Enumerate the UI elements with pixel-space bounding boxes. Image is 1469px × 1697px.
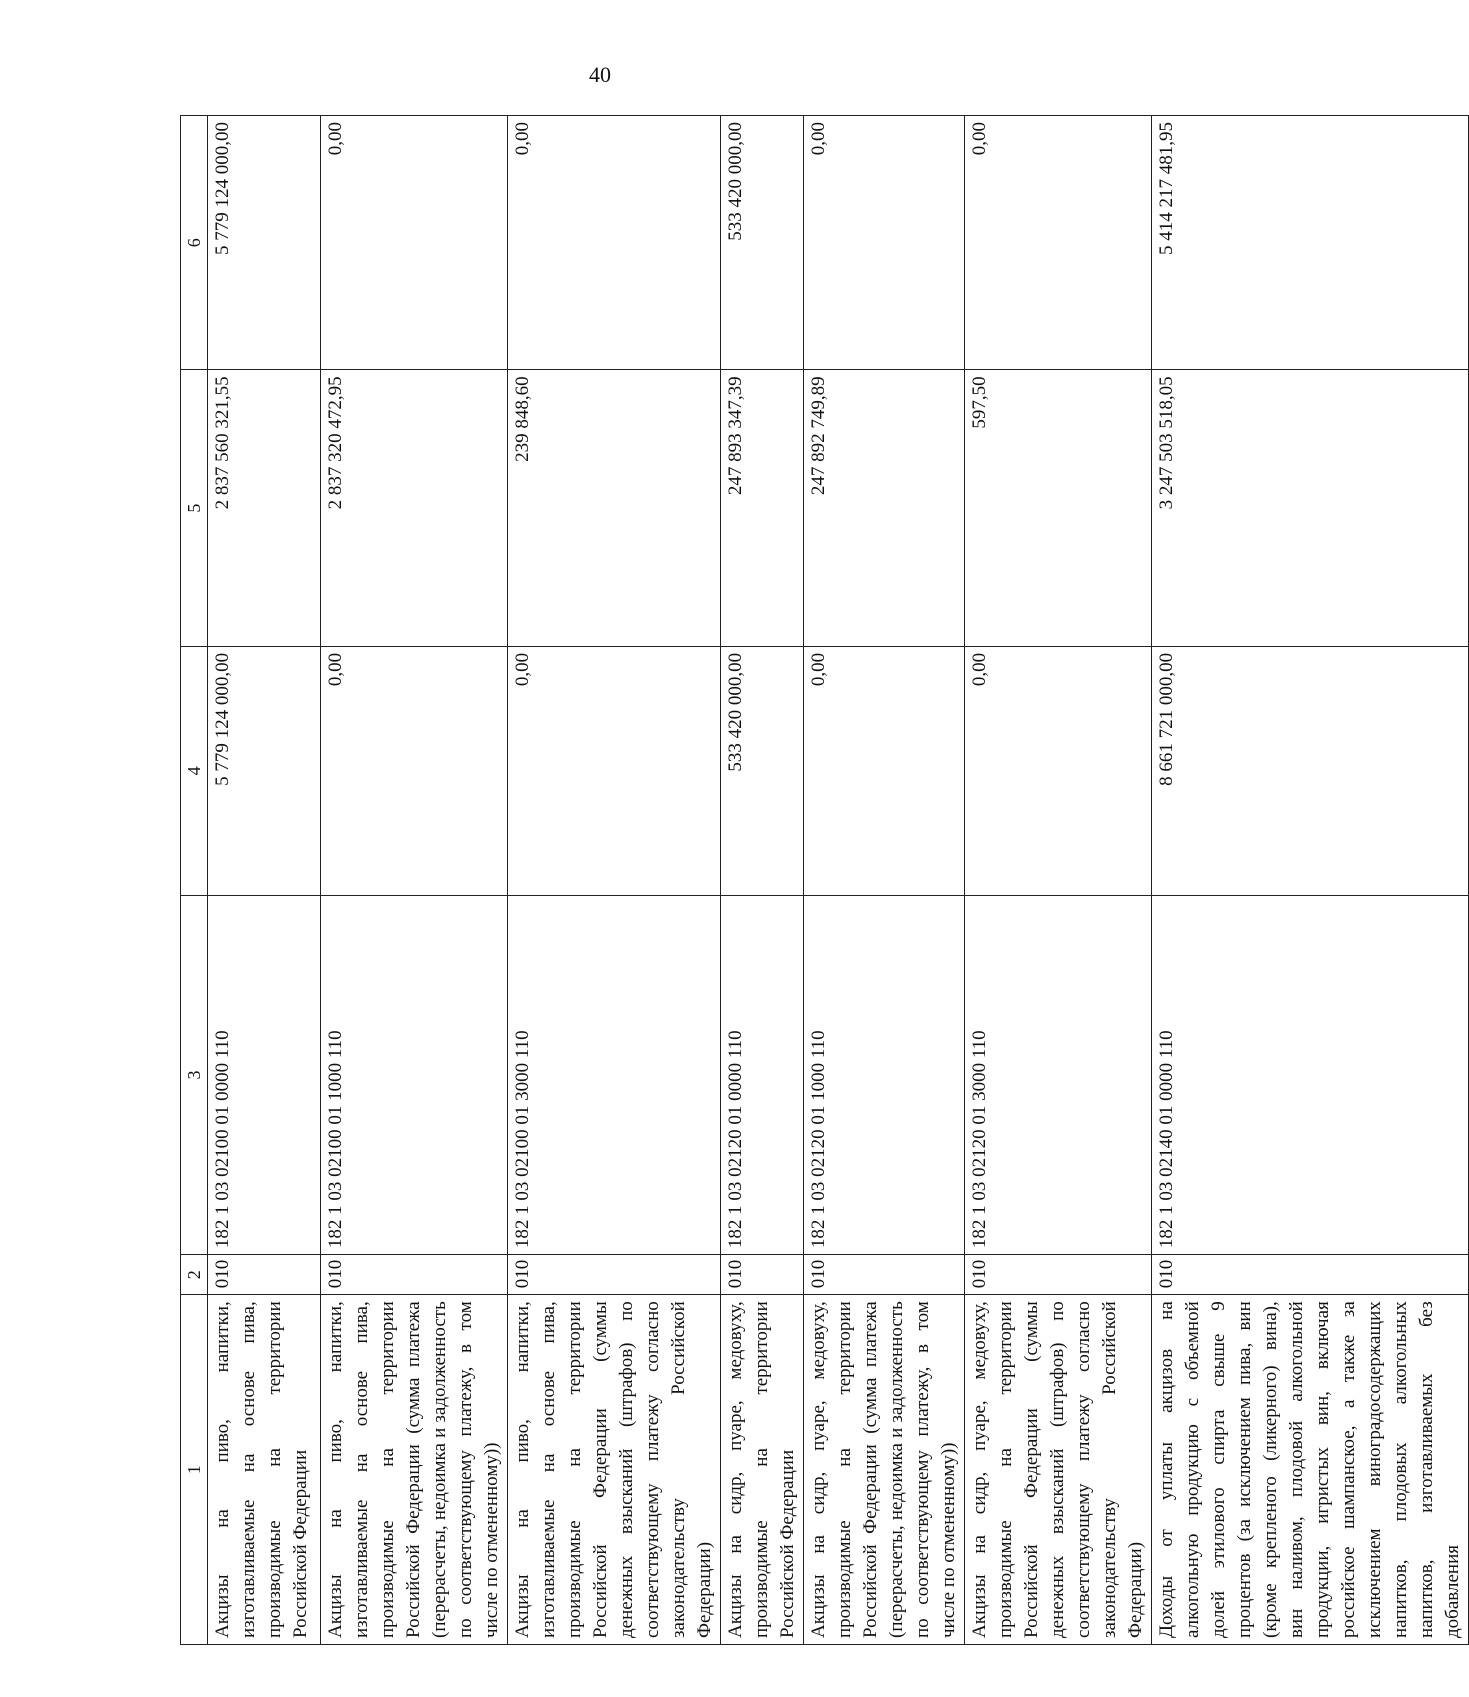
row-line-code: 010 (965, 1255, 1152, 1295)
table-row (804, 116, 965, 1645)
row-name: Акцизы на сидр, пуаре, медовуху, производимые на территории Российской Федерации (сумма платежа (перерасчеты, недоимка и задолженность по соответствующему платежу, в том числе по отмененному)) (804, 1295, 965, 1645)
row-kbk-code: 182 1 03 02100 01 0000 110 (208, 895, 321, 1254)
header-col-1: 1 (181, 1295, 208, 1645)
row-name: Акцизы на пиво, напитки, изготавливаемые на основе пива, производимые на территории Российской Федерации (208, 1295, 321, 1645)
table-row (721, 116, 804, 1645)
table-row (208, 116, 321, 1645)
table-row (965, 116, 1152, 1645)
header-col-4: 4 (181, 646, 208, 895)
row-executed-amount: 239 848,60 (508, 370, 721, 646)
header-col-6: 6 (181, 116, 208, 370)
row-name: Акцизы на пиво, напитки, изготавливаемые на основе пива, производимые на территории Российской Федерации (суммы денежных взысканий (штрафов) по соответствующему платежу согласно законодательству Российской Федерации) (508, 1295, 721, 1645)
row-name: Акцизы на сидр, пуаре, медовуху, производимые на территории Российской Федерации (721, 1295, 804, 1645)
row-unexecuted-amount: 0,00 (804, 116, 965, 370)
table-row (1152, 116, 1469, 1645)
header-col-3: 3 (181, 895, 208, 1254)
row-executed-amount: 247 892 749,89 (804, 370, 965, 646)
row-line-code: 010 (804, 1255, 965, 1295)
row-executed-amount: 597,50 (965, 370, 1152, 646)
row-kbk-code: 182 1 03 02140 01 0000 110 (1152, 895, 1469, 1254)
header-col-5: 5 (181, 370, 208, 646)
row-kbk-code: 182 1 03 02120 01 0000 110 (721, 895, 804, 1254)
row-line-code: 010 (1152, 1255, 1469, 1295)
row-executed-amount: 3 247 503 518,05 (1152, 370, 1469, 646)
page-number: 40 (589, 62, 611, 87)
row-unexecuted-amount: 0,00 (321, 116, 508, 370)
row-line-code: 010 (321, 1255, 508, 1295)
row-kbk-code: 182 1 03 02100 01 1000 110 (321, 895, 508, 1254)
row-approved-amount: 8 661 721 000,00 (1152, 646, 1469, 895)
revenue-table (180, 115, 1469, 1645)
row-approved-amount: 5 779 124 000,00 (208, 646, 321, 895)
table-header-row (181, 116, 208, 1645)
header-col-2: 2 (181, 1255, 208, 1295)
row-unexecuted-amount: 5 779 124 000,00 (208, 116, 321, 370)
row-kbk-code: 182 1 03 02100 01 3000 110 (508, 895, 721, 1254)
row-executed-amount: 2 837 560 321,55 (208, 370, 321, 646)
row-line-code: 010 (721, 1255, 804, 1295)
row-unexecuted-amount: 533 420 000,00 (721, 116, 804, 370)
row-approved-amount: 0,00 (804, 646, 965, 895)
row-executed-amount: 2 837 320 472,95 (321, 370, 508, 646)
row-name: Доходы от уплаты акцизов на алкогольную продукцию с объемной долей этилового спирта свыше 9 процентов (за исключением пива, вин (кроме крепленого (ликерного) вина), вин наливом, плодовой алкогольной продукции, игристых вин, включая российское шампанское, а также за исключением виноградосодержащих напитков, плодовых алкогольных напитков, изготавливаемых без добавления (1152, 1295, 1469, 1645)
row-line-code: 010 (208, 1255, 321, 1295)
row-approved-amount: 0,00 (965, 646, 1152, 895)
table-row (508, 116, 721, 1645)
rotated-table-wrapper (180, 115, 1463, 1645)
row-unexecuted-amount: 5 414 217 481,95 (1152, 116, 1469, 370)
row-unexecuted-amount: 0,00 (508, 116, 721, 370)
row-executed-amount: 247 893 347,39 (721, 370, 804, 646)
row-approved-amount: 533 420 000,00 (721, 646, 804, 895)
row-approved-amount: 0,00 (321, 646, 508, 895)
row-approved-amount: 0,00 (508, 646, 721, 895)
row-line-code: 010 (508, 1255, 721, 1295)
row-name: Акцизы на пиво, напитки, изготавливаемые на основе пива, производимые на территории Российской Федерации (сумма платежа (перерасчеты, недоимка и задолженность по соответствующему платежу, в том числе по отмененному)) (321, 1295, 508, 1645)
table-row (321, 116, 508, 1645)
row-name: Акцизы на сидр, пуаре, медовуху, производимые на территории Российской Федерации (суммы денежных взысканий (штрафов) по соответствующему платежу согласно законодательству Российской Федерации) (965, 1295, 1152, 1645)
row-kbk-code: 182 1 03 02120 01 1000 110 (804, 895, 965, 1254)
row-kbk-code: 182 1 03 02120 01 3000 110 (965, 895, 1152, 1254)
row-unexecuted-amount: 0,00 (965, 116, 1152, 370)
